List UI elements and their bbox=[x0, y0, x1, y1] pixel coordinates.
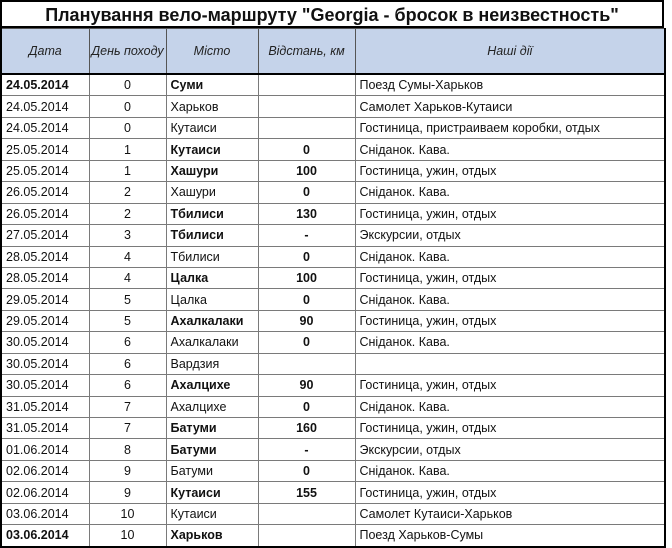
cell-actions[interactable]: Самолет Кутаиси-Харьков bbox=[355, 503, 665, 524]
cell-date[interactable]: 25.05.2014 bbox=[1, 160, 89, 181]
cell-distance[interactable]: 100 bbox=[258, 160, 355, 181]
cell-actions[interactable]: Гостиница, ужин, отдых bbox=[355, 310, 665, 331]
cell-day[interactable]: 5 bbox=[89, 310, 166, 331]
table-row bbox=[1, 418, 665, 439]
cell-actions[interactable]: Гостиница, ужин, отдых bbox=[355, 375, 665, 396]
table-row bbox=[1, 203, 665, 224]
cell-day[interactable]: 9 bbox=[89, 482, 166, 503]
cell-actions[interactable]: Сніданок. Кава. bbox=[355, 246, 665, 267]
header-city: Місто bbox=[166, 29, 258, 75]
cell-day[interactable]: 3 bbox=[89, 225, 166, 246]
cell-actions[interactable]: Самолет Харьков-Кутаиси bbox=[355, 96, 665, 117]
cell-actions[interactable]: Гостиница, ужин, отдых bbox=[355, 203, 665, 224]
cell-day[interactable]: 10 bbox=[89, 525, 166, 547]
cell-distance[interactable]: 130 bbox=[258, 203, 355, 224]
cell-distance[interactable] bbox=[258, 503, 355, 524]
table-row bbox=[1, 289, 665, 310]
cell-date[interactable]: 29.05.2014 bbox=[1, 310, 89, 331]
table-row bbox=[1, 182, 665, 203]
cell-actions[interactable]: Гостиница, ужин, отдых bbox=[355, 482, 665, 503]
cell-date[interactable]: 31.05.2014 bbox=[1, 396, 89, 417]
cell-distance[interactable] bbox=[258, 74, 355, 96]
cell-actions[interactable]: Гостиница, ужин, отдых bbox=[355, 160, 665, 181]
cell-date[interactable]: 26.05.2014 bbox=[1, 203, 89, 224]
cell-day[interactable]: 5 bbox=[89, 289, 166, 310]
cell-city[interactable]: Харьков bbox=[166, 96, 258, 117]
cell-distance[interactable]: 155 bbox=[258, 482, 355, 503]
cell-actions[interactable]: Гостиница, пристраиваем коробки, отдых bbox=[355, 117, 665, 138]
table-row bbox=[1, 503, 665, 524]
cell-distance[interactable] bbox=[258, 96, 355, 117]
cell-city[interactable]: Вардзия bbox=[166, 353, 258, 374]
table-row bbox=[1, 310, 665, 331]
cell-city[interactable]: Батуми bbox=[166, 418, 258, 439]
cell-date[interactable]: 29.05.2014 bbox=[1, 289, 89, 310]
cell-distance[interactable]: 0 bbox=[258, 139, 355, 160]
table-row bbox=[1, 375, 665, 396]
cell-day[interactable]: 10 bbox=[89, 503, 166, 524]
header-day: День походу bbox=[89, 29, 166, 75]
table-row bbox=[1, 246, 665, 267]
sheet-title: Планування вело-маршруту "Georgia - бросок в неизвестность" bbox=[0, 0, 664, 28]
header-date: Дата bbox=[1, 29, 89, 75]
cell-date[interactable]: 24.05.2014 bbox=[1, 117, 89, 138]
cell-day[interactable]: 6 bbox=[89, 375, 166, 396]
cell-city[interactable]: Ахалкалаки bbox=[166, 332, 258, 353]
table-row bbox=[1, 139, 665, 160]
cell-city[interactable]: Ахалцихе bbox=[166, 375, 258, 396]
cell-day[interactable]: 1 bbox=[89, 160, 166, 181]
cell-city[interactable]: Тбилиси bbox=[166, 246, 258, 267]
cell-actions[interactable]: Гостиница, ужин, отдых bbox=[355, 267, 665, 288]
cell-date[interactable]: 27.05.2014 bbox=[1, 225, 89, 246]
table-row bbox=[1, 460, 665, 481]
cell-distance[interactable]: 90 bbox=[258, 310, 355, 331]
cell-actions[interactable]: Экскурсии, отдых bbox=[355, 225, 665, 246]
cell-date[interactable]: 31.05.2014 bbox=[1, 418, 89, 439]
cell-distance[interactable]: 90 bbox=[258, 375, 355, 396]
cell-date[interactable]: 25.05.2014 bbox=[1, 139, 89, 160]
header-row bbox=[1, 29, 665, 75]
cell-day[interactable]: 2 bbox=[89, 182, 166, 203]
table-row bbox=[1, 160, 665, 181]
table-row bbox=[1, 96, 665, 117]
cell-distance[interactable]: 100 bbox=[258, 267, 355, 288]
cell-city[interactable]: Хашури bbox=[166, 160, 258, 181]
cell-date[interactable]: 02.06.2014 bbox=[1, 460, 89, 481]
table-row bbox=[1, 525, 665, 547]
cell-distance[interactable] bbox=[258, 353, 355, 374]
cell-distance[interactable] bbox=[258, 525, 355, 547]
cell-day[interactable]: 7 bbox=[89, 396, 166, 417]
cell-date[interactable]: 30.05.2014 bbox=[1, 375, 89, 396]
table-row bbox=[1, 74, 665, 96]
cell-date[interactable]: 24.05.2014 bbox=[1, 96, 89, 117]
cell-day[interactable]: 8 bbox=[89, 439, 166, 460]
cell-city[interactable]: Хашури bbox=[166, 182, 258, 203]
cell-date[interactable]: 26.05.2014 bbox=[1, 182, 89, 203]
cell-day[interactable]: 0 bbox=[89, 74, 166, 96]
cell-day[interactable]: 6 bbox=[89, 353, 166, 374]
table-row bbox=[1, 439, 665, 460]
cell-date[interactable]: 03.06.2014 bbox=[1, 525, 89, 547]
cell-date[interactable]: 30.05.2014 bbox=[1, 353, 89, 374]
cell-date[interactable]: 03.06.2014 bbox=[1, 503, 89, 524]
cell-city[interactable]: Ахалкалаки bbox=[166, 310, 258, 331]
cell-city[interactable]: Тбилиси bbox=[166, 203, 258, 224]
cell-city[interactable]: Тбилиси bbox=[166, 225, 258, 246]
cell-date[interactable]: 01.06.2014 bbox=[1, 439, 89, 460]
cell-actions[interactable]: Сніданок. Кава. bbox=[355, 182, 665, 203]
table-row bbox=[1, 353, 665, 374]
table-row bbox=[1, 332, 665, 353]
cell-city[interactable]: Батуми bbox=[166, 439, 258, 460]
cell-city[interactable]: Кутаиси bbox=[166, 139, 258, 160]
header-distance: Відстань, км bbox=[258, 29, 355, 75]
cell-day[interactable]: 0 bbox=[89, 96, 166, 117]
cell-day[interactable]: 2 bbox=[89, 203, 166, 224]
cell-actions[interactable]: Экскурсии, отдых bbox=[355, 439, 665, 460]
route-table bbox=[0, 28, 666, 548]
cell-city[interactable]: Кутаиси bbox=[166, 117, 258, 138]
cell-city[interactable]: Суми bbox=[166, 74, 258, 96]
table-row bbox=[1, 117, 665, 138]
cell-distance[interactable] bbox=[258, 117, 355, 138]
cell-city[interactable]: Ахалцихе bbox=[166, 396, 258, 417]
cell-date[interactable]: 28.05.2014 bbox=[1, 246, 89, 267]
cell-distance[interactable]: 0 bbox=[258, 460, 355, 481]
cell-actions[interactable] bbox=[355, 353, 665, 374]
table-row bbox=[1, 482, 665, 503]
cell-distance[interactable]: 0 bbox=[258, 289, 355, 310]
cell-day[interactable]: 0 bbox=[89, 117, 166, 138]
cell-distance[interactable]: 0 bbox=[258, 246, 355, 267]
cell-distance[interactable]: 0 bbox=[258, 396, 355, 417]
cell-city[interactable]: Харьков bbox=[166, 525, 258, 547]
table-row bbox=[1, 396, 665, 417]
table-row bbox=[1, 225, 665, 246]
cell-day[interactable]: 1 bbox=[89, 139, 166, 160]
cell-actions[interactable]: Гостиница, ужин, отдых bbox=[355, 418, 665, 439]
table-row bbox=[1, 267, 665, 288]
cell-distance[interactable]: 160 bbox=[258, 418, 355, 439]
cell-distance[interactable]: 0 bbox=[258, 332, 355, 353]
cell-day[interactable]: 4 bbox=[89, 267, 166, 288]
cell-actions[interactable]: Сніданок. Кава. bbox=[355, 332, 665, 353]
cell-city[interactable]: Батуми bbox=[166, 460, 258, 481]
cell-distance[interactable]: - bbox=[258, 225, 355, 246]
cell-city[interactable]: Цалка bbox=[166, 289, 258, 310]
header-actions: Наші дії bbox=[355, 29, 665, 75]
cell-city[interactable]: Цалка bbox=[166, 267, 258, 288]
cell-actions[interactable]: Поезд Харьков-Сумы bbox=[355, 525, 665, 547]
cell-day[interactable]: 4 bbox=[89, 246, 166, 267]
cell-actions[interactable]: Сніданок. Кава. bbox=[355, 139, 665, 160]
cell-day[interactable]: 9 bbox=[89, 460, 166, 481]
cell-date[interactable]: 02.06.2014 bbox=[1, 482, 89, 503]
cell-city[interactable]: Кутаиси bbox=[166, 503, 258, 524]
cell-distance[interactable]: - bbox=[258, 439, 355, 460]
cell-distance[interactable]: 0 bbox=[258, 182, 355, 203]
cell-actions[interactable]: Сніданок. Кава. bbox=[355, 289, 665, 310]
cell-day[interactable]: 7 bbox=[89, 418, 166, 439]
cell-city[interactable]: Кутаиси bbox=[166, 482, 258, 503]
cell-date[interactable]: 28.05.2014 bbox=[1, 267, 89, 288]
cell-actions[interactable]: Сніданок. Кава. bbox=[355, 396, 665, 417]
cell-actions[interactable]: Поезд Сумы-Харьков bbox=[355, 74, 665, 96]
cell-date[interactable]: 30.05.2014 bbox=[1, 332, 89, 353]
cell-date[interactable]: 24.05.2014 bbox=[1, 74, 89, 96]
cell-actions[interactable]: Сніданок. Кава. bbox=[355, 460, 665, 481]
cell-day[interactable]: 6 bbox=[89, 332, 166, 353]
